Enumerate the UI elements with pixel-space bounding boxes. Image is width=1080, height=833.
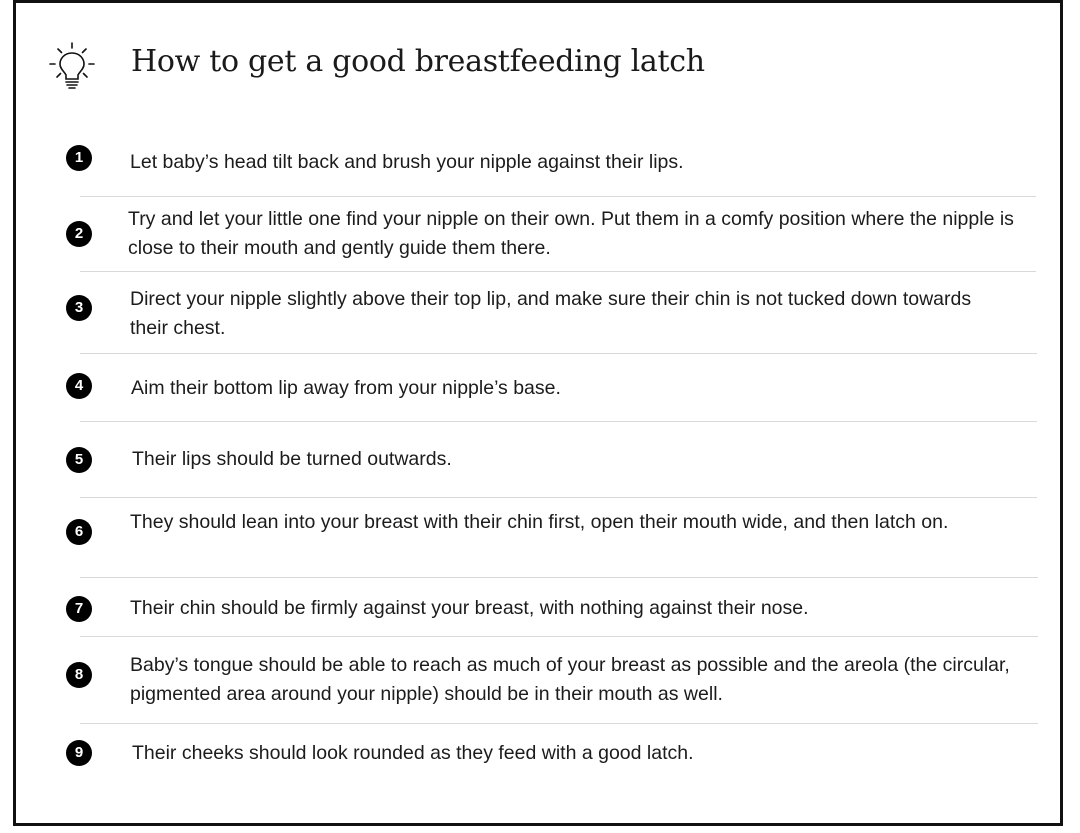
divider	[80, 577, 1038, 578]
step-number-badge: 4	[66, 373, 92, 399]
step-number-badge: 1	[66, 145, 92, 171]
divider	[80, 636, 1038, 637]
step-text: Their chin should be firmly against your breast, with nothing against their nose.	[130, 597, 809, 619]
divider	[80, 497, 1037, 498]
step-number-badge: 7	[66, 596, 92, 622]
step-text: Let baby’s head tilt back and brush your nipple against their lips.	[130, 151, 684, 173]
card-title: How to get a good breastfeeding latch	[131, 44, 705, 79]
divider	[80, 421, 1037, 422]
step-text: They should lean into your breast with their chin first, open their mouth wide, and then latch on.	[130, 511, 949, 533]
divider	[80, 353, 1037, 354]
step-number-badge: 3	[66, 295, 92, 321]
step-text: Their cheeks should look rounded as they feed with a good latch.	[132, 742, 694, 764]
step-number-badge: 6	[66, 519, 92, 545]
step-text: Their lips should be turned outwards.	[132, 448, 452, 470]
step-text: Try and let your little one find your nipple on their own. Put them in a comfy position where the nipple is close to their mouth and gently guide them there.	[128, 208, 1014, 259]
step-number-badge: 9	[66, 740, 92, 766]
step-number-badge: 2	[66, 221, 92, 247]
divider	[80, 723, 1038, 724]
step-text: Direct your nipple slightly above their top lip, and make sure their chin is not tucked down towards their chest.	[130, 288, 972, 339]
step-number-badge: 8	[66, 662, 92, 688]
divider	[80, 196, 1036, 197]
step-text: Aim their bottom lip away from your nipple’s base.	[131, 377, 561, 399]
step-number-badge: 5	[66, 447, 92, 473]
divider	[80, 271, 1036, 272]
step-text: Baby’s tongue should be able to reach as much of your breast as possible and the areola (the circular, pigmented area around your nipple) should be in their mouth as well.	[130, 654, 1010, 705]
